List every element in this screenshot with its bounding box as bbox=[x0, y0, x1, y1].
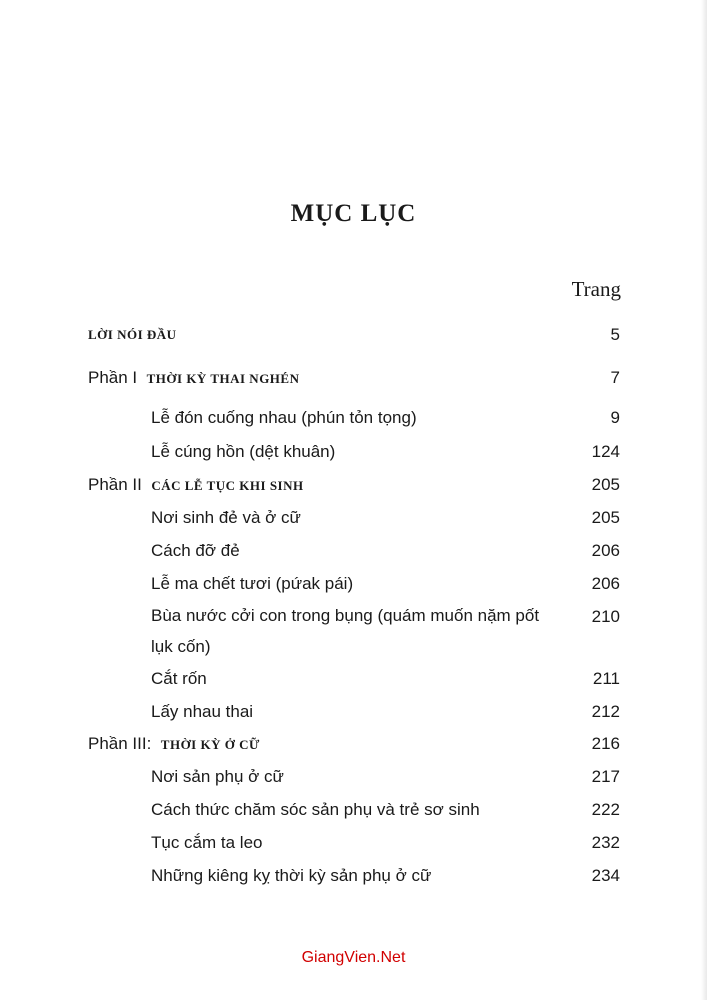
toc-entry-page: 216 bbox=[591, 734, 620, 753]
toc-entry-page: 124 bbox=[591, 442, 620, 461]
page-column-header: Trang bbox=[571, 277, 621, 301]
toc-entry[interactable] bbox=[0, 760, 707, 793]
toc-entry-label: Lễ ma chết tươi (pứak pái) bbox=[151, 574, 354, 593]
toc-entry[interactable] bbox=[0, 859, 707, 892]
toc-entry-label bbox=[88, 468, 304, 502]
toc-entry-page: 205 bbox=[591, 475, 620, 494]
toc-entry-label: Lễ cúng hồn (dệt khuân) bbox=[151, 442, 336, 461]
toc-entry-label: Cách đỡ đẻ bbox=[151, 541, 240, 560]
part-title: CÁC LỄ TỤC KHI SINH bbox=[151, 478, 304, 493]
toc-entry[interactable] bbox=[0, 567, 707, 600]
toc-entry[interactable] bbox=[0, 401, 707, 434]
toc-entry-label: Nơi sinh đẻ và ở cữ bbox=[151, 508, 301, 527]
toc-entry-page: 210 bbox=[591, 607, 620, 626]
toc-entry-page: 7 bbox=[610, 368, 620, 387]
part-title: THỜI KỲ Ở CỮ bbox=[160, 737, 260, 752]
toc-entry[interactable] bbox=[0, 662, 707, 695]
toc-entry-page: 234 bbox=[591, 866, 620, 885]
toc-entry-page: 205 bbox=[591, 508, 620, 527]
toc-entry-page: 9 bbox=[610, 408, 620, 427]
toc-entry-preface[interactable] bbox=[0, 318, 707, 351]
toc-entry-label: Lễ đón cuống nhau (phún tỏn tọng) bbox=[151, 408, 417, 427]
toc-entry-page: 212 bbox=[591, 702, 620, 721]
toc-entry-label: Bùa nước cởi con trong bụng (quám muốn nặm pốt lụk cốn) bbox=[151, 606, 540, 656]
toc-entry[interactable] bbox=[0, 534, 707, 567]
toc-entry[interactable] bbox=[0, 435, 707, 468]
toc-entry-page: 217 bbox=[591, 767, 620, 786]
toc-entry[interactable] bbox=[0, 793, 707, 826]
watermark-footer: GiangVien.Net bbox=[301, 949, 406, 966]
toc-entry-label: Những kiêng kỵ thời kỳ sản phụ ở cữ bbox=[151, 866, 432, 885]
toc-entry-label: Cách thức chăm sóc sản phụ và trẻ sơ sinh bbox=[151, 800, 480, 819]
part-prefix: Phần III: bbox=[88, 734, 152, 753]
toc-entry-label: Lấy nhau thai bbox=[151, 702, 254, 721]
toc-entry-label: LỜI NÓI ĐẦU bbox=[88, 327, 177, 342]
toc-entry[interactable] bbox=[0, 600, 707, 662]
toc-entry[interactable] bbox=[0, 826, 707, 859]
part-prefix: Phần II bbox=[88, 475, 142, 494]
part-prefix: Phần I bbox=[88, 368, 138, 387]
toc-entry-part-2[interactable] bbox=[0, 468, 707, 501]
toc-entry-part-1[interactable] bbox=[0, 361, 707, 394]
toc-entry-label: Tục cắm ta leo bbox=[151, 833, 263, 852]
toc-entry-page: 206 bbox=[591, 574, 620, 593]
toc-entry-page: 206 bbox=[591, 541, 620, 560]
toc-entry-label: Nơi sản phụ ở cữ bbox=[151, 767, 284, 786]
toc-entry-page: 211 bbox=[592, 669, 620, 688]
toc-entry[interactable] bbox=[0, 695, 707, 728]
toc-entry-page: 232 bbox=[591, 833, 620, 852]
page-title: MỤC LỤC bbox=[290, 200, 417, 227]
toc-entry-page: 5 bbox=[610, 325, 620, 344]
toc-entry[interactable] bbox=[0, 501, 707, 534]
toc-entry-label bbox=[88, 361, 299, 395]
toc-entry-label: Cắt rốn bbox=[151, 669, 207, 688]
toc-entry-label bbox=[88, 727, 260, 761]
part-title: THỜI KỲ THAI NGHÉN bbox=[146, 371, 300, 386]
toc-entry-page: 222 bbox=[591, 800, 620, 819]
toc-entry-part-3[interactable] bbox=[0, 727, 707, 760]
